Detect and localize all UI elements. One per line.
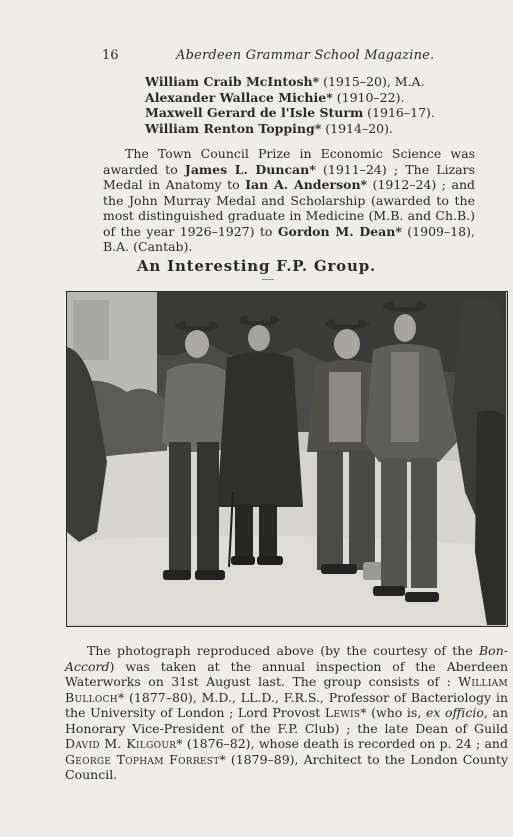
text-run: (1911–24) ; The Lizars Medal in Anatomy to <box>103 161 476 192</box>
person-name: William Craib McIntosh* <box>145 74 320 89</box>
person-name: Lewis <box>324 705 361 720</box>
text-run: (1909–18), B.A. (Cantab). <box>103 223 475 254</box>
text-run: The Town Council Prize in Economic Science was awarded to <box>103 146 475 177</box>
name-entry <box>145 105 435 121</box>
person-years: (1915–20), M.A. <box>319 74 425 89</box>
text-run: ) was taken at the annual inspection of the Aberdeen Waterworks on 31st August last. The group consists of : <box>65 658 508 689</box>
person-name: William Renton Topping* <box>145 120 322 136</box>
person-years: (1916–17). <box>363 105 435 120</box>
photo-caption-paragraph <box>65 643 508 783</box>
page-number: 16 <box>102 48 119 63</box>
text-run: * (1876–82), whose death is recorded on p. 24 ; and <box>176 736 508 751</box>
prize-name-list <box>145 74 435 136</box>
prize-winner-name: James L. Duncan* <box>184 161 316 177</box>
text-run: , an Honorary Vice-President of the F.P. Club) ; the late Dean of Guild <box>65 705 509 736</box>
name-entry <box>145 121 435 137</box>
person-years: (1914–20). <box>321 120 393 136</box>
text-run: (1912–24) ; and the John Murray Medal and Scholarship (awarded to the most distinguished graduate in Medicine (M.B. and Ch.B.) of the year 1926–1927) to <box>103 177 475 239</box>
text-run: * (1877–80), M.D., LL.D., F.R.S., Professor of Bacteriology in the University of London ; Lord Provost <box>65 689 508 720</box>
photograph-image <box>67 292 506 625</box>
title-ornament <box>262 279 274 280</box>
group-photograph <box>66 291 508 627</box>
person-name: Maxwell Gerard de l'Isle Sturm <box>145 105 364 120</box>
name-entry <box>145 74 435 90</box>
prizes-paragraph <box>103 146 475 255</box>
text-run: * (who is, <box>360 705 426 720</box>
person-name: David M. Kilgour <box>65 736 177 751</box>
prize-winner-name: Ian A. Anderson* <box>245 177 368 192</box>
name-entry <box>145 90 435 106</box>
person-years: (1910–22). <box>332 89 405 105</box>
newspaper-name: Bon-Accord <box>65 643 508 674</box>
running-title: Aberdeen Grammar School Magazine. <box>176 48 435 63</box>
person-name: Alexander Wallace Michie* <box>145 89 333 105</box>
text-run: The photograph reproduced above (by the courtesy of the <box>87 643 479 658</box>
page-header <box>0 46 513 66</box>
latin-phrase: ex officio <box>425 705 484 720</box>
person-name: George Topham Forrest <box>65 751 220 767</box>
text-run: * (1879–89), Architect to the London County Council. <box>65 751 508 782</box>
prize-winner-name: Gordon M. Dean* <box>277 223 402 239</box>
person-name: William Bulloch <box>65 674 508 705</box>
section-title: An Interesting F.P. Group. <box>136 257 377 275</box>
